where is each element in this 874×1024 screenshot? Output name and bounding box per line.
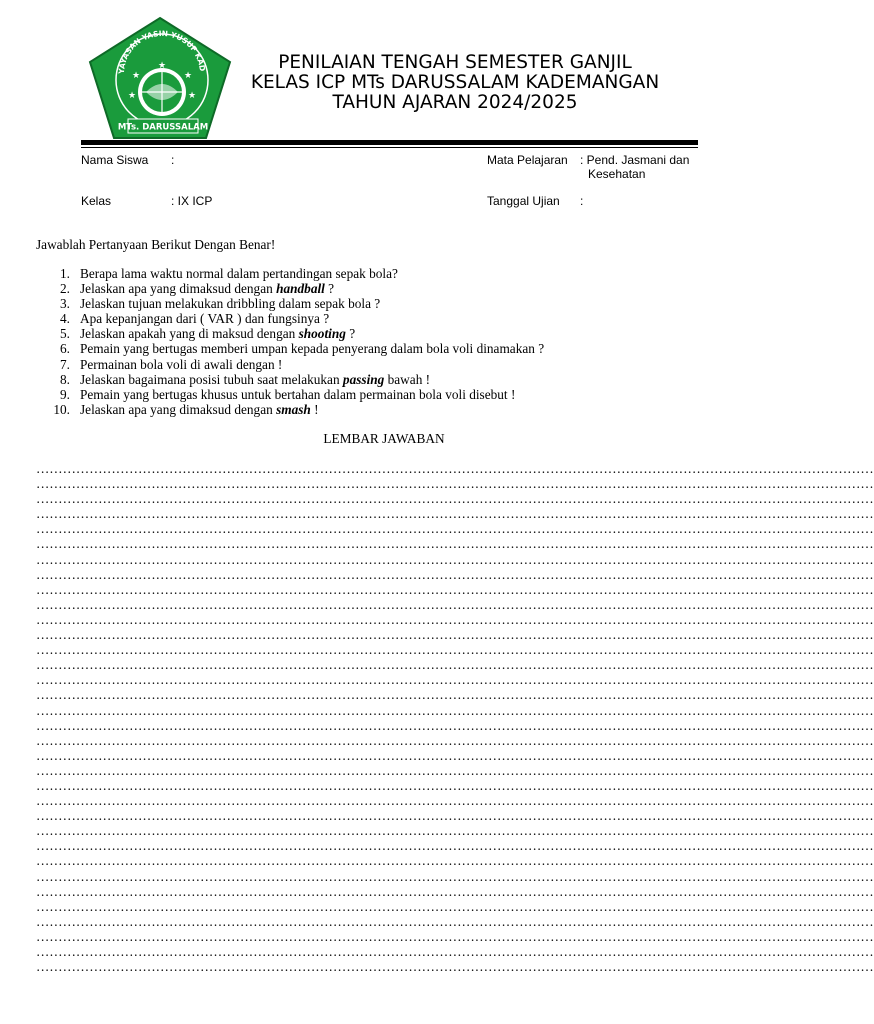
question-list [36, 266, 544, 417]
answer-line: ……………………………………………………………………………………………………………………………………………………………………… [36, 853, 874, 869]
question-number: 3. [60, 296, 70, 312]
answer-line: ……………………………………………………………………………………………………………………………………………………………………… [36, 642, 874, 658]
question-item [36, 281, 544, 296]
answer-line: ……………………………………………………………………………………………………………………………………………………………………… [36, 959, 874, 975]
question-number: 8. [60, 371, 70, 387]
svg-text:★: ★ [128, 91, 137, 101]
svg-text:★: ★ [184, 71, 193, 81]
question-number: 1. [60, 266, 70, 281]
header-divider-thick [81, 140, 698, 145]
answer-line: ……………………………………………………………………………………………………………………………………………………………………… [36, 491, 874, 507]
question-item [36, 326, 544, 341]
answer-line: ……………………………………………………………………………………………………………………………………………………………………… [36, 928, 874, 944]
kelas-label: Kelas [81, 194, 112, 208]
question-item [36, 387, 544, 402]
question-emphasis: handball [276, 281, 325, 297]
answer-line: ……………………………………………………………………………………………………………………………………………………………………… [36, 762, 874, 778]
question-text: Jelaskan bagaimana posisi tubuh saat melakukan passing bawah ! [80, 371, 431, 387]
header-divider-thin [81, 147, 698, 148]
answer-line: ……………………………………………………………………………………………………………………………………………………………………… [36, 702, 874, 718]
answer-sheet-title: LEMBAR JAWABAN [323, 431, 445, 446]
question-item [36, 341, 544, 356]
question-number: 10. [53, 401, 70, 417]
exam-title [200, 53, 710, 113]
question-text: Jelaskan apa yang dimaksud dengan smash ! [80, 401, 319, 417]
question-item [36, 402, 544, 417]
answer-line: ……………………………………………………………………………………………………………………………………………………………………… [36, 838, 874, 854]
answer-line: ……………………………………………………………………………………………………………………………………………………………………… [36, 823, 874, 839]
nama-siswa-label: Nama Siswa [81, 153, 149, 167]
question-text: Jelaskan tujuan melakukan dribbling dalam sepak bola ? [80, 296, 381, 312]
question-item [36, 296, 544, 311]
answer-line: ……………………………………………………………………………………………………………………………………………………………………… [36, 717, 874, 733]
answer-line: ……………………………………………………………………………………………………………………………………………………………………… [36, 898, 874, 914]
answer-line: ……………………………………………………………………………………………………………………………………………………………………… [36, 476, 874, 492]
answer-line: ……………………………………………………………………………………………………………………………………………………………………… [36, 566, 874, 582]
question-text: Jelaskan apa yang dimaksud dengan handball ? [80, 281, 335, 297]
question-number: 2. [60, 281, 70, 297]
answer-line: ……………………………………………………………………………………………………………………………………………………………………… [36, 944, 874, 959]
mata-pelajaran-label: Mata Pelajaran [487, 153, 568, 167]
question-number: 9. [60, 386, 70, 402]
answer-line: ……………………………………………………………………………………………………………………………………………………………………… [36, 657, 874, 673]
answer-line: ……………………………………………………………………………………………………………………………………………………………………… [36, 808, 874, 824]
question-item [36, 372, 544, 387]
title-line-2: KELAS ICP MTs DARUSSALAM KADEMANGAN [250, 72, 660, 93]
answer-line: ……………………………………………………………………………………………………………………………………………………………………… [36, 732, 874, 748]
answer-line: ……………………………………………………………………………………………………………………………………………………………………… [36, 551, 874, 567]
nama-siswa-field: : [171, 153, 175, 167]
instruction-text: Jawablah Pertanyaan Berikut Dengan Benar! [36, 237, 276, 252]
question-emphasis: shooting [298, 326, 346, 342]
question-text: Berapa lama waktu normal dalam pertandingan sepak bola? [80, 266, 398, 281]
title-line-3: TAHUN AJARAN 2024/2025 [332, 92, 578, 113]
answer-line: ……………………………………………………………………………………………………………………………………………………………………… [36, 506, 874, 522]
answer-line: ……………………………………………………………………………………………………………………………………………………………………… [36, 536, 874, 552]
answer-line: ……………………………………………………………………………………………………………………………………………………………………… [36, 581, 874, 597]
answer-lines [36, 461, 874, 975]
question-text: Pemain yang bertugas khusus untuk bertahan dalam permainan bola voli disebut ! [80, 386, 516, 402]
question-number: 4. [60, 311, 70, 327]
kelas-field: : IX ICP [171, 194, 213, 208]
answer-line: ……………………………………………………………………………………………………………………………………………………………………… [36, 672, 874, 688]
question-text: Permainan bola voli di awali dengan ! [80, 356, 283, 372]
answer-line: ……………………………………………………………………………………………………………………………………………………………………… [36, 883, 874, 899]
svg-text:★: ★ [188, 91, 197, 101]
mata-pelajaran-value-1: : Pend. Jasmani dan [580, 153, 690, 167]
svg-text:★: ★ [132, 71, 141, 81]
question-item [36, 311, 544, 326]
answer-line: ……………………………………………………………………………………………………………………………………………………………………… [36, 521, 874, 537]
title-line-1: PENILAIAN TENGAH SEMESTER GANJIL [278, 52, 632, 73]
mata-pelajaran-value-2: Kesehatan [588, 167, 646, 181]
question-number: 7. [60, 356, 70, 372]
question-text: Jelaskan apakah yang di maksud dengan shooting ? [80, 326, 356, 342]
answer-line: ……………………………………………………………………………………………………………………………………………………………………… [36, 868, 874, 884]
answer-line: ……………………………………………………………………………………………………………………………………………………………………… [36, 627, 874, 643]
answer-line: ……………………………………………………………………………………………………………………………………………………………………… [36, 913, 874, 929]
answer-line: ……………………………………………………………………………………………………………………………………………………………………… [36, 611, 874, 627]
question-emphasis: smash [276, 401, 311, 417]
question-number: 5. [60, 326, 70, 342]
answer-line: ……………………………………………………………………………………………………………………………………………………………………… [36, 747, 874, 763]
tanggal-ujian-field: : [580, 194, 584, 208]
answer-line: ……………………………………………………………………………………………………………………………………………………………………… [36, 596, 874, 612]
question-text: Pemain yang bertugas memberi umpan kepada penyerang dalam bola voli dinamakan ? [80, 341, 545, 357]
answer-line: ……………………………………………………………………………………………………………………………………………………………………… [36, 461, 874, 476]
question-item [36, 266, 544, 281]
question-item [36, 357, 544, 372]
svg-text:★: ★ [158, 61, 167, 71]
answer-line: ……………………………………………………………………………………………………………………………………………………………………… [36, 687, 874, 703]
tanggal-ujian-label: Tanggal Ujian [487, 194, 560, 208]
question-number: 6. [60, 341, 70, 357]
question-emphasis: passing [342, 371, 385, 387]
question-text: Apa kepanjangan dari ( VAR ) dan fungsinya ? [80, 311, 330, 327]
logo-banner-text: MTs. DARUSSALAM [117, 122, 209, 133]
answer-line: ……………………………………………………………………………………………………………………………………………………………………… [36, 777, 874, 793]
answer-line: ……………………………………………………………………………………………………………………………………………………………………… [36, 793, 874, 809]
logo-ring-text: YAYASAN YASIN YUSUF KAD [116, 28, 207, 75]
